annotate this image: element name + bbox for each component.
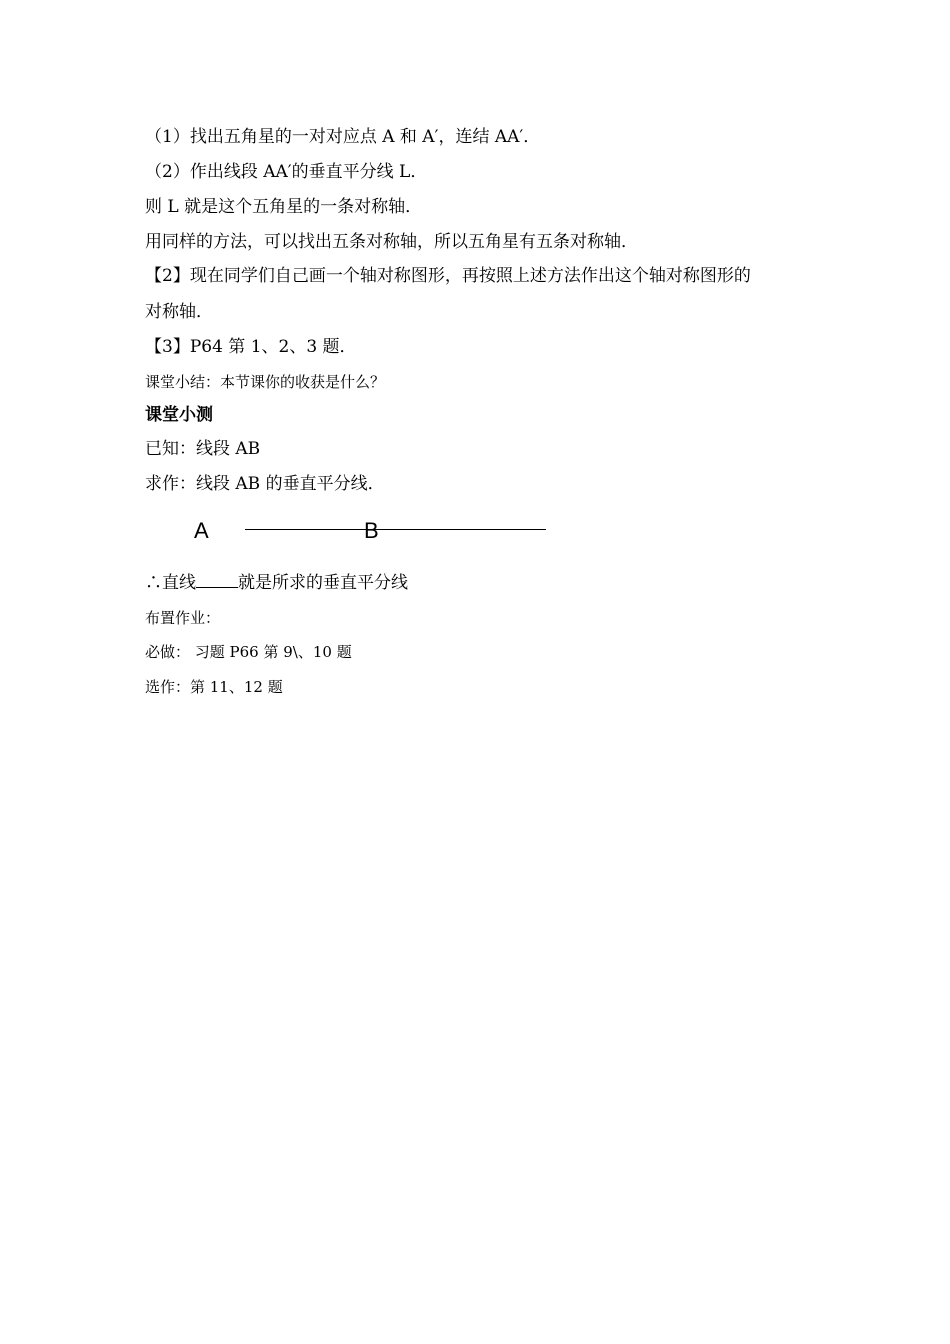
task-2-text: 【2】现在同学们自己画一个轴对称图形，再按照上述方法作出这个轴对称图形的 (145, 266, 751, 286)
construct-text: 求作：线段 AB 的垂直平分线． (145, 474, 385, 494)
homework-required: 必做： 习题 P66 第 9\、10 题 (145, 643, 352, 661)
homework-title: 布置作业： (145, 609, 221, 627)
point-a-label: A (194, 518, 209, 543)
five-axes-text: 用同样的方法，可以找出五条对称轴，所以五角星有五条对称轴． (145, 232, 638, 252)
homework-optional: 选作：第 11、12 题 (145, 678, 283, 696)
conclusion-prefix: ∴直线 (145, 573, 196, 593)
step-2-text: （2）作出线段 AA′的垂直平分线 L． (145, 162, 428, 182)
given-text: 已知：线段 AB (145, 439, 261, 459)
segment-ab-figure (190, 512, 560, 552)
step-1-text: （1）找出五角星的一对对应点 A 和 A′，连结 AA′． (145, 127, 541, 147)
class-summary-text: 课堂小结：本节课你的收获是什么？ (145, 373, 386, 391)
conclusion-line (145, 571, 408, 594)
point-b-label: B (364, 518, 379, 543)
axis-conclusion-text: 则 L 就是这个五角星的一条对称轴． (145, 197, 423, 217)
segment-ab-line (245, 529, 546, 530)
quiz-heading: 课堂小测 (145, 405, 213, 425)
conclusion-suffix: 就是所求的垂直平分线 (238, 573, 408, 593)
task-3-text: 【3】P64 第 1、2、3 题． (145, 337, 357, 357)
task-2-continued-text: 对称轴． (145, 302, 213, 322)
answer-blank[interactable] (196, 571, 238, 588)
